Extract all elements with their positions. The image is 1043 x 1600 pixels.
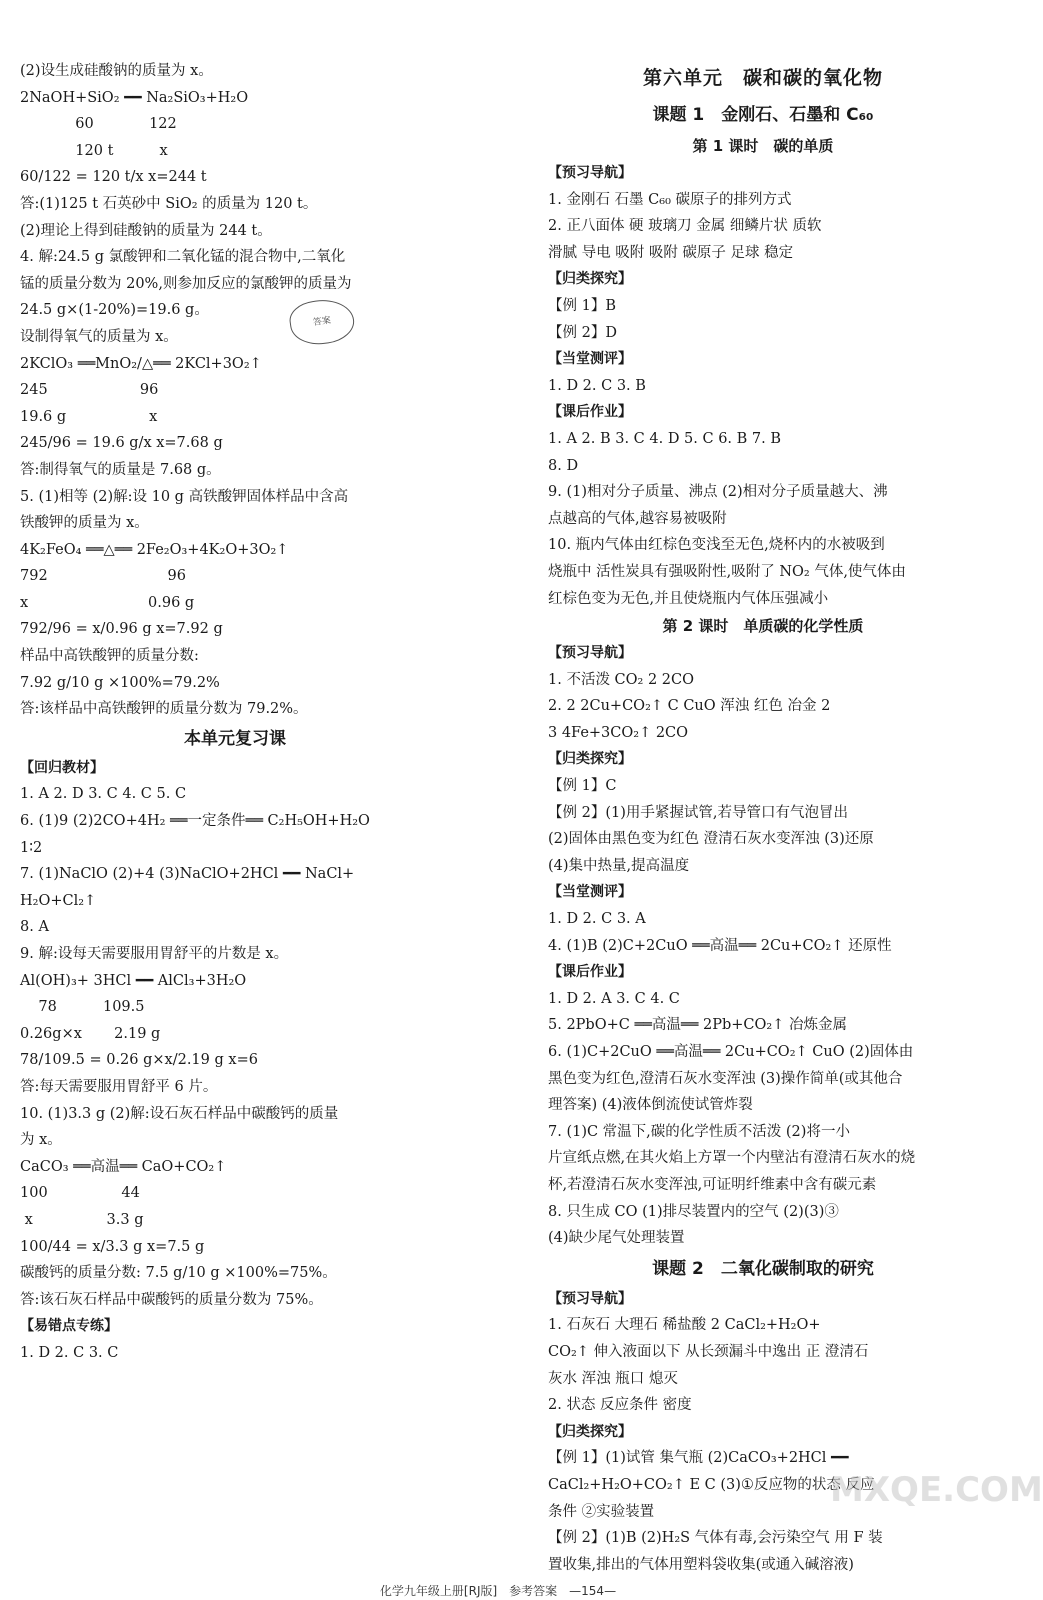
text-line: x 0.96 g (20, 594, 195, 611)
section-heading: 【预习导航】 (548, 645, 632, 662)
equation-line: 2NaOH+SiO₂ ━━ Na₂SiO₃+H₂O (20, 89, 249, 106)
text-line: 片宣纸点燃,在其火焰上方罩一个内壁沾有澄清石灰水的烧 (548, 1150, 916, 1167)
text-line: 铁酸钾的质量为 x。 (20, 515, 149, 532)
text-line: 10. (1)3.3 g (2)解:设石灰石样品中碳酸钙的质量 (20, 1105, 339, 1122)
text-line: 黑色变为红色,澄清石灰水变浑浊 (3)操作简单(或其他合 (548, 1070, 903, 1087)
text-line: 烧瓶中 活性炭具有强吸附性,吸附了 NO₂ 气体,使气体由 (548, 563, 906, 580)
text-line: 1. D 2. A 3. C 4. C (548, 990, 680, 1007)
text-line: CaCl₂+H₂O+CO₂↑ E C (3)①反应物的状态 反应 (548, 1476, 875, 1493)
text-line: 19.6 g x (20, 408, 158, 425)
text-line: 置收集,排出的气体用塑料袋收集(或通入碱溶液) (548, 1556, 854, 1573)
text-line: H₂O+Cl₂↑ (20, 892, 97, 909)
calc-line: 碳酸钙的质量分数: 7.5 g/10 g ×100%=75%。 (20, 1265, 337, 1282)
watermark: MXQE.COM (830, 1470, 1043, 1510)
text-line: 2. 2 2Cu+CO₂↑ C CuO 浑浊 红色 冶金 2 (548, 698, 831, 715)
text-line: 设制得氧气的质量为 x。 (20, 328, 178, 345)
period-title: 第 2 课时 单质碳的化学性质 (662, 617, 864, 636)
text-line: (2)设生成硅酸钠的质量为 x。 (20, 63, 213, 79)
section-heading: 【归类探究】 (548, 751, 632, 768)
text-line: 100 44 (20, 1185, 140, 1202)
left-column (20, 58, 450, 1367)
text-line: (4)集中热量,提高温度 (548, 857, 690, 874)
unit-title: 第六单元 碳和碳的氧化物 (642, 67, 883, 89)
text-line: 【例 1】C (548, 778, 617, 795)
section-heading: 【回归教材】 (20, 759, 104, 776)
equation-line: 6. (1)9 (2)2CO+4H₂ ══一定条件══ C₂H₅OH+H₂O (20, 813, 370, 830)
lesson-title: 课题 1 金刚石、石墨和 C₆₀ (652, 105, 874, 125)
section-heading: 【当堂测评】 (548, 884, 632, 901)
section-heading: 【预习导航】 (548, 1290, 632, 1307)
answer-line: 1. A 2. D 3. C 4. C 5. C (20, 786, 187, 803)
text-line: 245 96 (20, 382, 159, 399)
proportion-line: 245/96 = 19.6 g/x x=7.68 g (20, 435, 223, 452)
section-heading: 【预习导航】 (548, 165, 632, 181)
text-line: 8. D (548, 457, 579, 474)
answer-stamp: 答案 (287, 296, 357, 348)
equation-line: 2KClO₃ ══MnO₂/△══ 2KCl+3O₂↑ (20, 355, 262, 372)
text-line: 为 x。 (20, 1132, 62, 1149)
section-heading: 【归类探究】 (548, 271, 632, 288)
text-line: (2)固体由黑色变为红色 澄清石灰水变浑浊 (3)还原 (548, 831, 874, 848)
answer-line: 答:该样品中高铁酸钾的质量分数为 79.2%。 (20, 701, 308, 718)
text-line: 滑腻 导电 吸附 吸附 碳原子 足球 稳定 (548, 244, 794, 261)
text-line: 60 122 (20, 116, 177, 133)
text-line: 【例 1】B (548, 297, 616, 314)
text-line: 2. 状态 反应条件 密度 (548, 1397, 692, 1414)
answer-line: 1. D 2. C 3. C (20, 1344, 119, 1361)
answer-line: 答:每天需要服用胃舒平 6 片。 (20, 1078, 218, 1095)
text-line: 5. (1)相等 (2)解:设 10 g 高铁酸钾固体样品中含高 (20, 488, 349, 505)
text-line: 1∶2 (20, 839, 43, 856)
text-line: 【例 1】(1)试管 集气瓶 (2)CaCO₃+2HCl ━━ (548, 1450, 849, 1467)
text-line: 8. 只生成 CO (1)排尽装置内的空气 (2)(3)③ (548, 1203, 839, 1220)
equation-line: 6. (1)C+2CuO ══高温══ 2Cu+CO₂↑ CuO (2)固体由 (548, 1044, 914, 1060)
text-line: 杯,若澄清石灰水变浑浊,可证明纤维素中含有碳元素 (548, 1176, 877, 1193)
equation-line: Al(OH)₃+ 3HCl ━━ AlCl₃+3H₂O (20, 972, 247, 989)
proportion-line: 100/44 = x/3.3 g x=7.5 g (20, 1238, 205, 1255)
text-line: 2. 正八面体 硬 玻璃刀 金属 细鳞片状 质软 (548, 218, 822, 235)
text-line: (2)理论上得到硅酸钠的质量为 244 t。 (20, 222, 272, 239)
equation-line: CaCO₃ ══高温══ CaO+CO₂↑ (20, 1158, 227, 1175)
answer-line: 答:该石灰石样品中碳酸钙的质量分数为 75%。 (20, 1291, 323, 1308)
text-line: 7. (1)C 常温下,碳的化学性质不活泼 (2)将一小 (548, 1123, 850, 1140)
section-heading: 【课后作业】 (548, 964, 632, 981)
text-line: 1. D 2. C 3. B (548, 377, 646, 394)
text-line: 1. A 2. B 3. C 4. D 5. C 6. B 7. B (548, 430, 782, 447)
answer-line: 8. A (20, 919, 49, 936)
text-line: 120 t x (20, 142, 168, 159)
text-line: 样品中高铁酸钾的质量分数: (20, 648, 199, 665)
text-line: 1. D 2. C 3. A (548, 911, 646, 928)
text-line: 红棕色变为无色,并且使烧瓶内气体压强减小 (548, 590, 829, 607)
equation-line: 7. (1)NaClO (2)+4 (3)NaClO+2HCl ━━ NaCl+ (20, 866, 355, 883)
text-line: 理答案) (4)液体倒流使试管炸裂 (548, 1097, 753, 1114)
text-line: 10. 瓶内气体由红棕色变浅至无色,烧杯内的水被吸到 (548, 537, 885, 554)
text-line: 1. 石灰石 大理石 稀盐酸 2 CaCl₂+H₂O+ (548, 1317, 821, 1334)
equation-line: 5. 2PbO+C ══高温══ 2Pb+CO₂↑ 冶炼金属 (548, 1017, 847, 1034)
answer-line: 答:(1)125 t 石英砂中 SiO₂ 的质量为 120 t。 (20, 195, 318, 212)
equation-line: 4. (1)B (2)C+2CuO ══高温══ 2Cu+CO₂↑ 还原性 (548, 937, 892, 954)
equation-line: 4K₂FeO₄ ══△══ 2Fe₂O₃+4K₂O+3O₂↑ (20, 541, 289, 558)
text-line: CO₂↑ 伸入液面以下 从长颈漏斗中逸出 正 澄清石 (548, 1343, 869, 1360)
text-line: 3 4Fe+3CO₂↑ 2CO (548, 724, 689, 741)
text-line: 【例 2】(1)B (2)H₂S 气体有毒,会污染空气 用 F 装 (548, 1530, 883, 1547)
review-heading: 本单元复习课 (184, 728, 286, 749)
text-line: 点越高的气体,越容易被吸附 (548, 510, 727, 527)
proportion-line: 78/109.5 = 0.26 g×x/2.19 g x=6 (20, 1052, 258, 1069)
page-footer: 化学九年级上册[RJ版] 参考答案 —154— (379, 1584, 617, 1598)
lesson-title: 课题 2 二氧化碳制取的研究 (652, 1258, 874, 1279)
text-line: 24.5 g×(1-20%)=19.6 g。 (20, 302, 209, 319)
text-line: 78 109.5 (20, 999, 145, 1016)
text-line: (4)缺少尾气处理装置 (548, 1230, 685, 1247)
right-column (548, 58, 978, 1578)
text-line: 锰的质量分数为 20%,则参加反应的氯酸钾的质量为 (20, 275, 352, 292)
period-title: 第 1 课时 碳的单质 (692, 137, 834, 155)
section-heading: 【易错点专练】 (20, 1318, 118, 1335)
text-line: 【例 2】(1)用手紧握试管,若导管口有气泡冒出 (548, 804, 848, 821)
text-line: 【例 2】D (548, 324, 617, 341)
text-line: 792 96 (20, 568, 186, 585)
answer-line: 答:制得氧气的质量是 7.68 g。 (20, 461, 221, 478)
text-line: 1. 不活泼 CO₂ 2 2CO (548, 671, 694, 688)
proportion-line: 792/96 = x/0.96 g x=7.92 g (20, 621, 223, 638)
section-heading: 【当堂测评】 (548, 351, 632, 368)
section-heading: 【归类探究】 (548, 1423, 632, 1440)
text-line: 条件 ②实验装置 (548, 1503, 655, 1520)
text-line: x 3.3 g (20, 1211, 144, 1228)
text-line: 0.26g×x 2.19 g (20, 1025, 161, 1042)
text-line: 4. 解:24.5 g 氯酸钾和二氧化锰的混合物中,二氧化 (20, 249, 346, 266)
text-line: 9. 解:设每天需要服用胃舒平的片数是 x。 (20, 946, 289, 962)
section-heading: 【课后作业】 (548, 404, 632, 421)
text-line: 9. (1)相对分子质量、沸点 (2)相对分子质量越大、沸 (548, 484, 888, 501)
text-line: 灰水 浑浊 瓶口 熄灭 (548, 1370, 678, 1387)
calc-line: 7.92 g/10 g ×100%=79.2% (20, 674, 220, 691)
text-line: 1. 金刚石 石墨 C₆₀ 碳原子的排列方式 (548, 191, 792, 208)
proportion-line: 60/122 = 120 t/x x=244 t (20, 169, 207, 186)
